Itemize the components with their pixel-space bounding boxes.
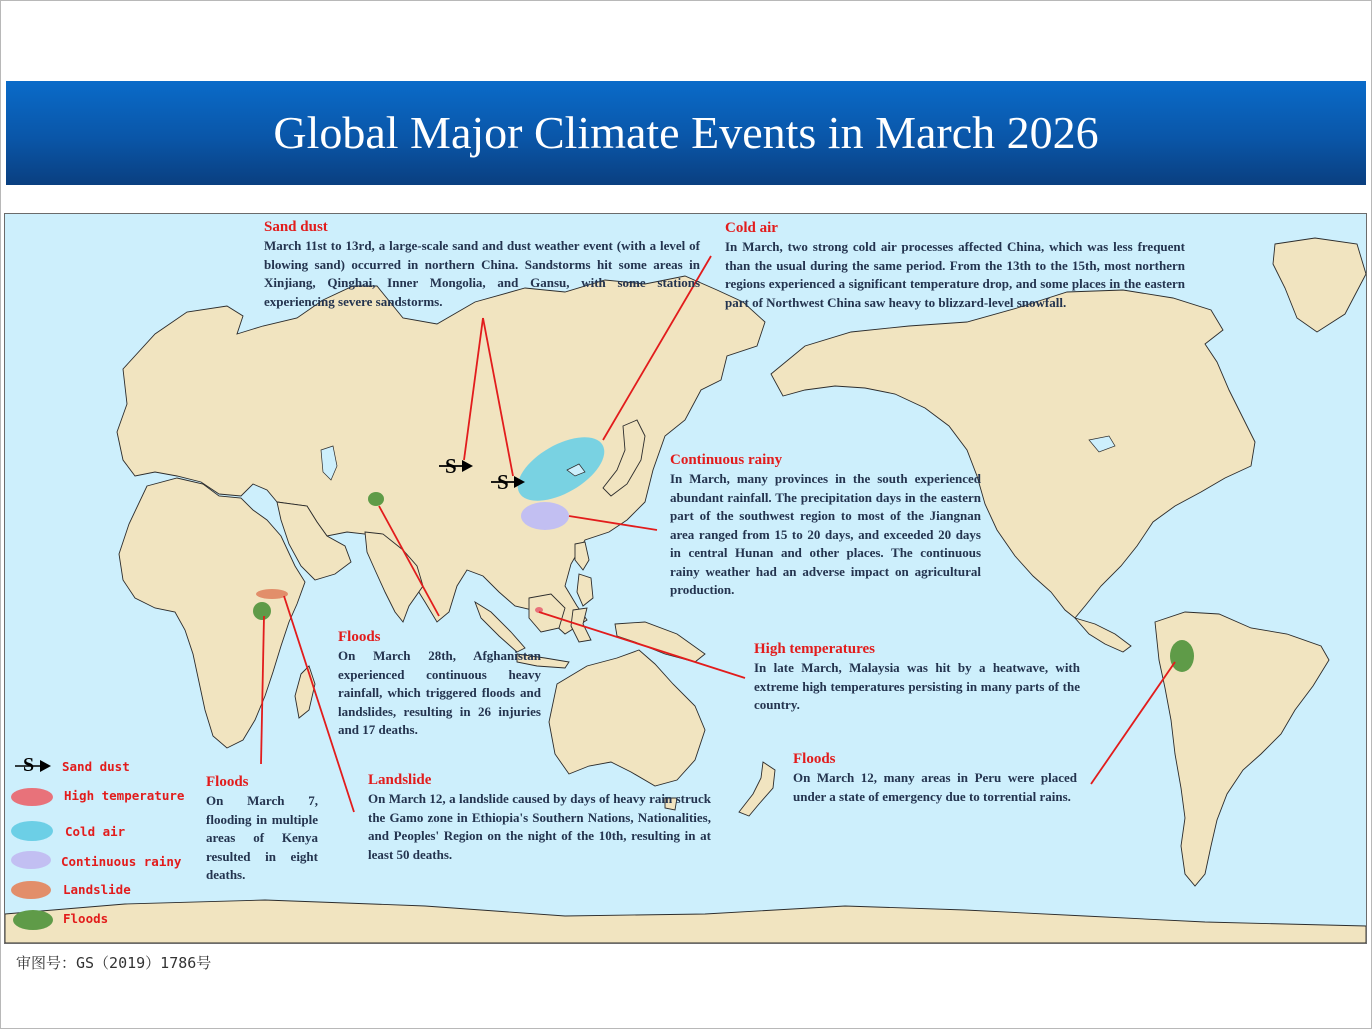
annotation-cold-air-heading: Cold air [725, 220, 778, 236]
legend-label-cold-air: Cold air [65, 824, 126, 839]
landslide-ethiopia-marker [256, 589, 288, 599]
annotation-floods-kenya-heading: Floods [206, 774, 249, 790]
page-title: Global Major Climate Events in March 2026 [273, 107, 1099, 158]
leader-floods-peru [1091, 662, 1175, 784]
annotation-landslide-body: On March 12, a landslide caused by days of heavy rain struck the Gamo zone in Ethiopia's Southern Nations, Nationalities, and Peoples' Region on the night of the 10th, resulting in at least 50 deaths. [368, 791, 711, 862]
legend-label-floods: Floods [63, 911, 109, 926]
legend-high-temperature-ellipse [11, 788, 53, 806]
legend-label-continuous-rainy: Continuous rainy [61, 854, 182, 869]
legend-label-high-temperature: High temperature [64, 788, 185, 803]
land-central-america [1075, 618, 1131, 652]
land-new-zealand [739, 762, 775, 816]
legend-continuous-rainy-ellipse [11, 851, 51, 869]
annotation-cold-air [725, 219, 1185, 312]
land-antarctica [5, 900, 1366, 943]
annotation-continuous-rainy [670, 451, 981, 600]
annotation-floods-afghanistan-heading: Floods [338, 629, 381, 645]
annotation-floods-afghanistan-body: On March 28th, Afghanistan experienced continuous heavy rainfall, which triggered floods and landslides, resulting in 26 injuries and 17 deaths. [338, 648, 541, 737]
title-banner [6, 81, 1366, 185]
land-australia [549, 650, 705, 786]
annotation-high-temperatures-body: In late March, Malaysia was hit by a heatwave, with extreme high temperatures persisting in many parts of the country. [754, 660, 1080, 712]
annotation-high-temperatures [754, 640, 1080, 715]
legend-landslide-ellipse [11, 881, 51, 899]
world-map [4, 213, 1367, 944]
land-philippines [575, 542, 593, 606]
annotation-floods-peru-body: On March 12, many areas in Peru were placed under a state of emergency due to torrential rains. [793, 770, 1077, 804]
annotation-continuous-rainy-heading: Continuous rainy [670, 452, 783, 468]
annotation-floods-peru-heading: Floods [793, 751, 836, 767]
legend-sand-dust-symbol: S [23, 754, 35, 776]
annotation-floods-kenya-body: On March 7, flooding in multiple areas of Kenya resulted in eight deaths. [206, 793, 318, 882]
floods-afghanistan-marker [368, 492, 384, 506]
sand-dust-symbol-2: S [497, 470, 509, 494]
continuous-rainy-region [521, 502, 569, 530]
annotation-floods-kenya [206, 773, 318, 885]
map-approval-number: 审图号：GS（2019）1786号 [16, 954, 212, 972]
floods-peru-marker [1170, 640, 1194, 672]
annotation-sand-dust-heading: Sand dust [264, 219, 328, 235]
legend-label-sand-dust: Sand dust [62, 759, 130, 774]
annotation-high-temperatures-heading: High temperatures [754, 641, 875, 657]
annotation-sand-dust [264, 218, 700, 311]
land-africa [119, 478, 305, 748]
legend-floods-ellipse [13, 910, 53, 930]
legend-cold-air-ellipse [11, 821, 53, 841]
land-madagascar [295, 666, 315, 718]
annotation-floods-peru [793, 750, 1077, 806]
annotation-landslide [368, 771, 711, 864]
annotation-landslide-heading: Landslide [368, 772, 432, 788]
annotation-continuous-rainy-body: In March, many provinces in the south experienced abundant rainfall. The precipitation days in the eastern part of the southwest region to most of the Jiangnan area ranged from 15 to 20 days, and exceeded 20 days in central Hunan and other places. The continuous rainy weather had an adverse impact on agricultural production. [670, 471, 981, 597]
legend-label-landslide: Landslide [63, 882, 131, 897]
annotation-floods-afghanistan [338, 628, 541, 740]
annotation-cold-air-body: In March, two strong cold air processes affected China, which was less frequent than the usual during the same period. From the 13th to the 15th, most northern regions experienced a significant temperature drop, and some places in the eastern part of Northwest China saw heavy to blizzard-level snowfall. [725, 239, 1185, 310]
sand-dust-symbol-1: S [445, 454, 457, 478]
floods-kenya-marker [253, 602, 271, 620]
land-greenland [1273, 238, 1366, 332]
annotation-sand-dust-body: March 11st to 13rd, a large-scale sand and dust weather event (with a level of blowing sand) occurred in northern China. Sandstorms hit some areas in Xinjiang, Qinghai, Inner Mongolia, and Gansu, with some stations experiencing severe sandstorms. [264, 238, 700, 309]
